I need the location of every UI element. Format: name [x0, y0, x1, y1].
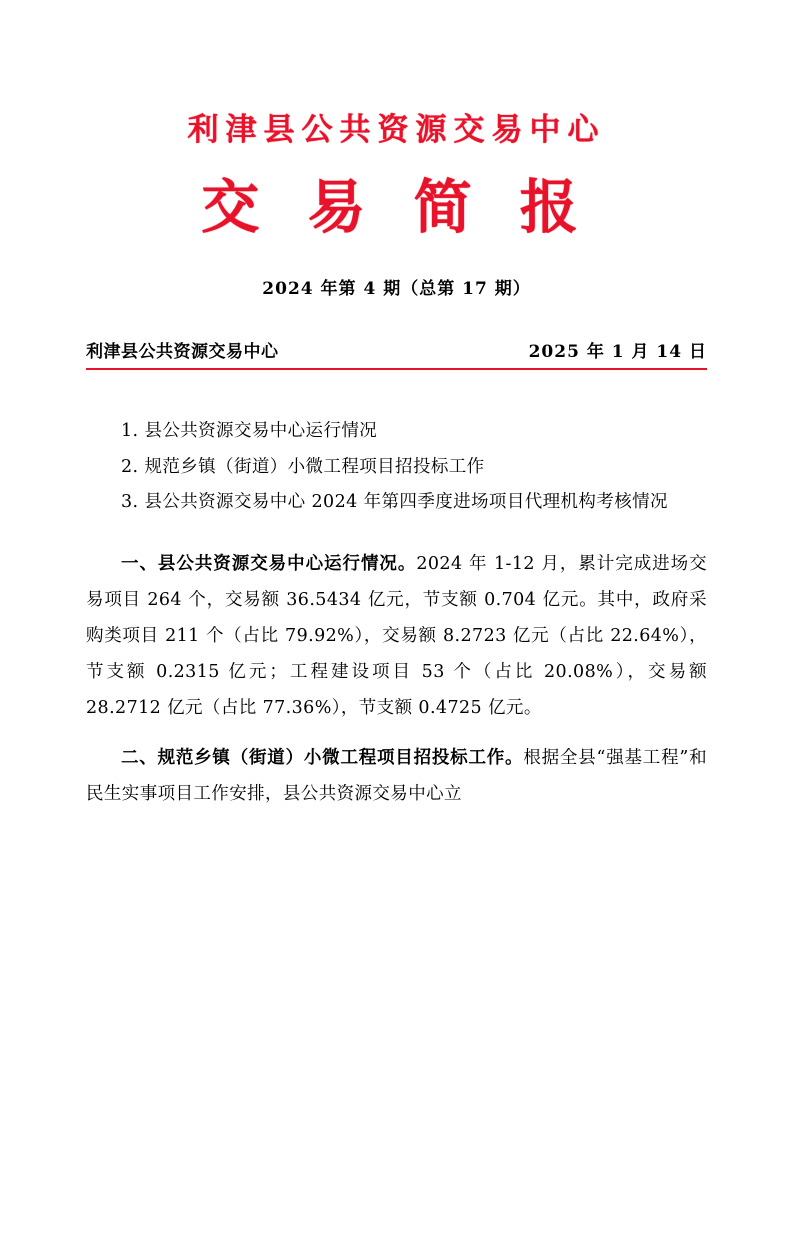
org-title: 利津县公共资源交易中心 [187, 112, 606, 148]
publish-date: 2025 年 1 月 14 日 [528, 341, 707, 362]
section-heading-2: 二、规范乡镇（街道）小微工程项目招投标工作。 [121, 747, 524, 768]
document-body [86, 414, 707, 813]
list-item: 1. 县公共资源交易中心运行情况 [121, 420, 378, 441]
issuer-name: 利津县公共资源交易中心 [86, 341, 279, 362]
issue-number: 2024 年第 4 期（总第 17 期） [262, 278, 531, 299]
section-text-2: 根据全县“强基工程”和民生实事项目工作安排，县公共资源交易中心立 [86, 747, 707, 804]
section-paragraph-1 [86, 547, 707, 726]
list-item: 3. 县公共资源交易中心 2024 年第四季度进场项目代理机构考核情况 [121, 492, 668, 513]
section-text-1: 2024 年 1-12 月，累计完成进场交易项目 264 个，交易额 36.5434 亿元，节支额 0.704 亿元。其中，政府采购类项目 211 个（占比 79.92%），交易额 8.2723 亿元（占比 22.64%），节支额 0.2315 亿元；工程建设项目 53 个（占比 20.08%），交易额 28.2712 亿元（占比 77.36%），节支额 0.4725 亿元。 [86, 554, 707, 718]
masthead [86, 112, 707, 299]
bulletin-title: 交 易 简 报 [201, 173, 592, 242]
section-paragraph-2 [86, 741, 707, 813]
document-page [0, 112, 793, 1234]
table-of-contents [86, 414, 707, 522]
section-heading-1: 一、县公共资源交易中心运行情况。 [121, 554, 417, 575]
red-divider-rule [86, 368, 707, 370]
list-item: 2. 规范乡镇（街道）小微工程项目招投标工作 [121, 456, 485, 477]
issuer-date-row [86, 337, 707, 362]
